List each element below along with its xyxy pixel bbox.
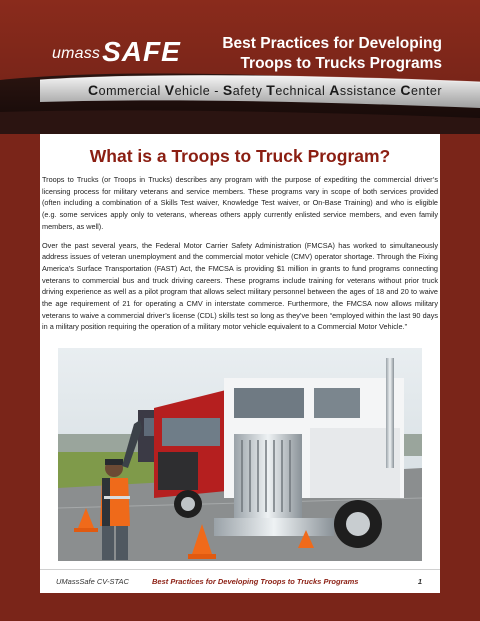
banner-cap-letter: V	[164, 82, 175, 98]
page-number: 1	[417, 577, 422, 586]
banner-swoosh-graphic	[0, 68, 480, 134]
banner-cap-letter: A	[329, 82, 340, 98]
section-title: What is a Troops to Truck Program?	[89, 146, 391, 166]
banner-word-rest: ssistance	[339, 84, 401, 98]
paragraph: Over the past several years, the Federal Motor Carrier Safety Administration (FMCSA) has worked to simultaneously address issues of veteran unemployment and the commercial motor vehicle (CMV) operator shortage. Through the Fixing America’s Surface Transportation (FAST) Act, the FMCSA is providing $1 million in grants to fund programs connecting veterans to commercial bus and truck driving careers. These programs include training for veterans without prior truck driving experience as well as a pilot program that allows select military personnel between the ages of 18 and 20 to waive the age requirement of 21 for operating a CMV in interstate commerce. Furthermore, the FMCSA now allows military veterans to waive a commercial driver’s license (CDL) skills test so long as they’ve been “employed within the last 90 days in a military position requiring the operation of a military motor vehicle equivalent to a Commercial Motor Vehicle.”	[42, 240, 438, 332]
paragraph: Troops to Trucks (or Troops in Trucks) describes any program with the purpose of expediting the commercial driver’s licensing process for military veterans and service members. These programs vary in scope of both services provided (often including a combination of a Skills Test waiver, Knowledge Test waiver, or On-Base Training) and who is eligible (e.g. some services apply only to veterans, whereas others apply currently enlisted service members, and even family members, as well).	[42, 175, 438, 231]
footer-doc-title: Best Practices for Developing Troops to Trucks Programs	[152, 577, 359, 586]
banner-swoosh	[0, 68, 480, 134]
banner-cap-letter: C	[88, 82, 99, 98]
header-title-line2: Troops to Trucks Programs	[240, 55, 442, 72]
trucks-photo	[58, 348, 422, 561]
banner-cap-letter: S	[222, 82, 233, 98]
body-text	[42, 174, 438, 340]
banner-text	[88, 82, 442, 98]
umass-safe-logo	[52, 36, 181, 66]
logo-main: SAFE	[102, 36, 181, 67]
page-body	[40, 134, 440, 569]
banner-word-rest: ehicle -	[174, 84, 223, 98]
banner-word-rest: afety	[232, 84, 267, 98]
banner-word-rest: enter	[411, 84, 443, 98]
banner-cap-letter: T	[266, 82, 276, 98]
logo-prefix: umass	[52, 45, 101, 62]
banner-cap-letter: C	[400, 82, 412, 98]
footer-org: UMassSafe CV-STAC	[56, 577, 129, 586]
banner-word-rest: ommercial	[98, 84, 165, 98]
header-title-line1: Best Practices for Developing	[222, 35, 442, 52]
banner-word-rest: echnical	[275, 84, 330, 98]
trucks-photo-graphic	[58, 348, 422, 561]
page-footer	[40, 569, 440, 593]
